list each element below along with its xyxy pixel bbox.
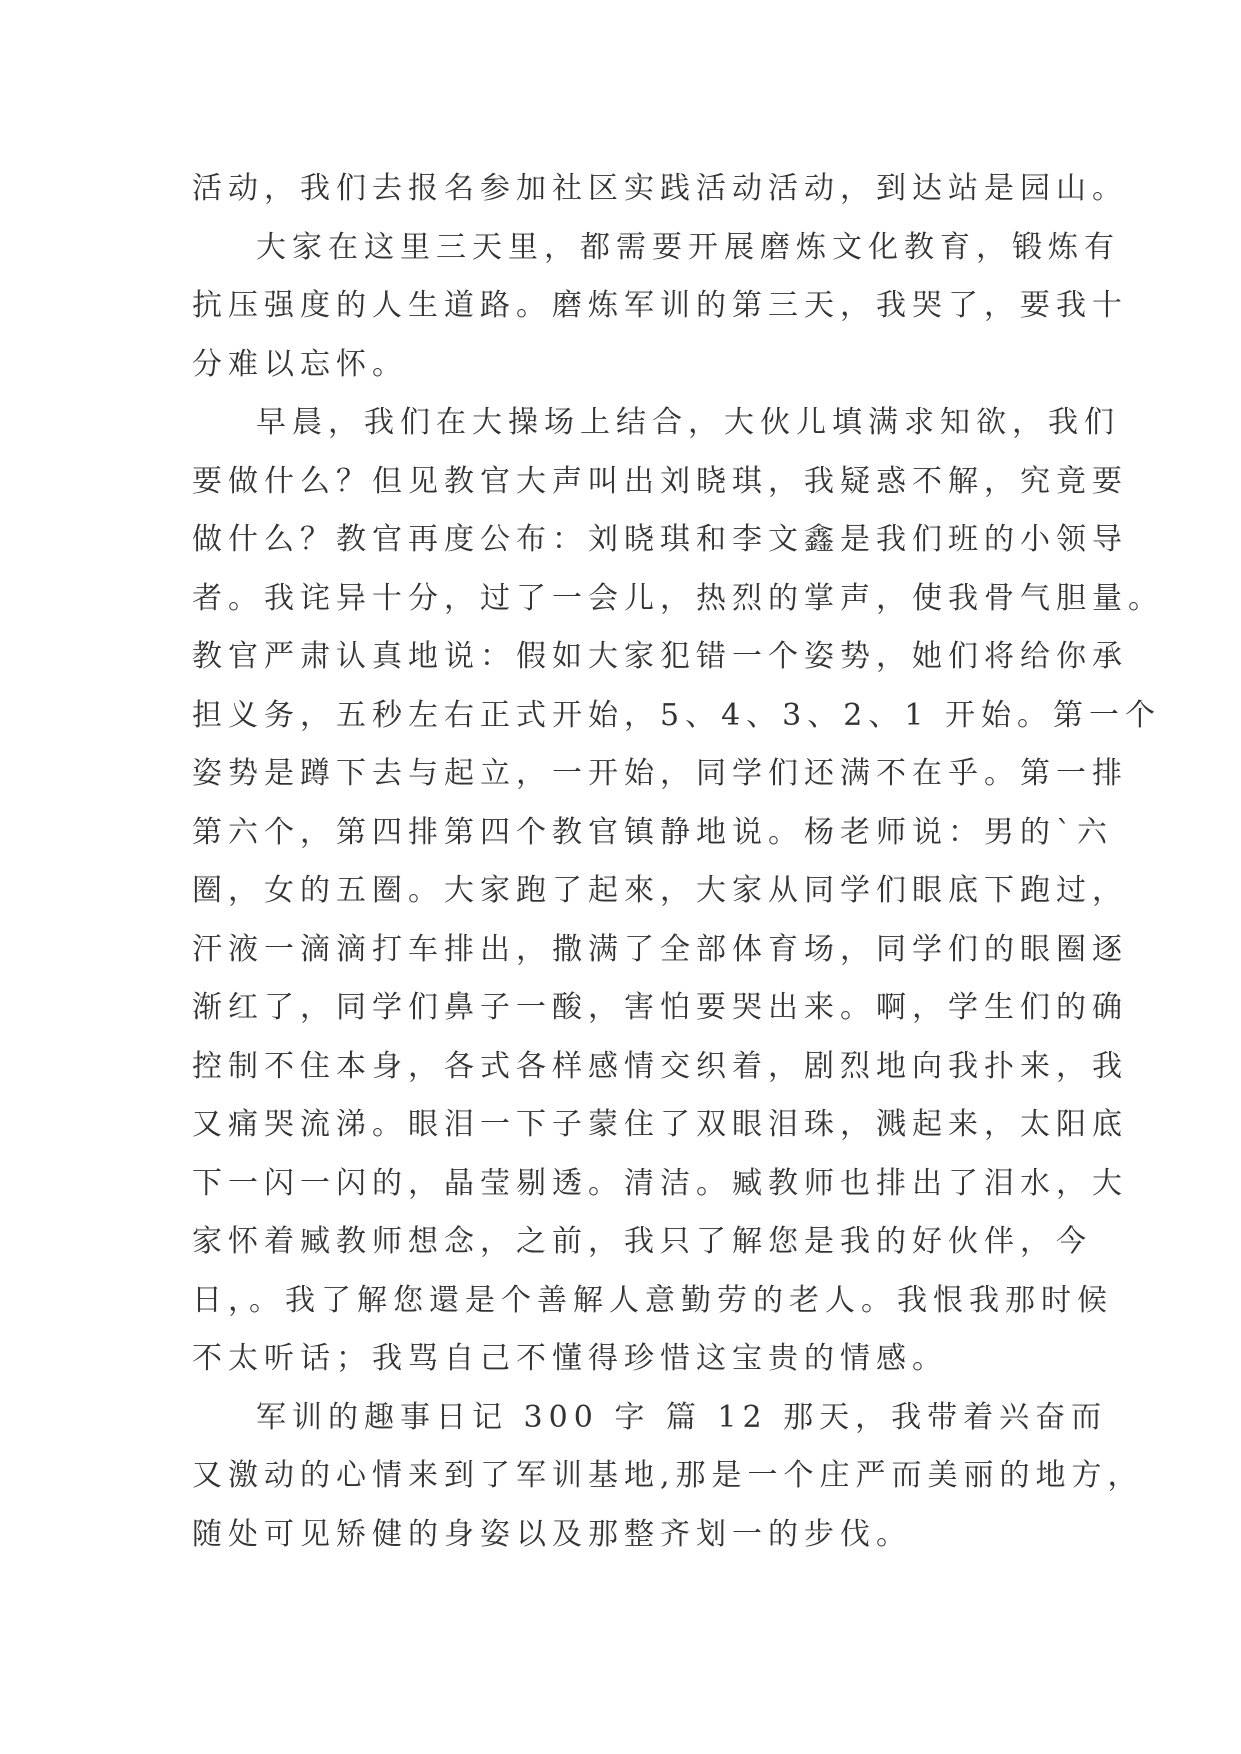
text-line: 分难以忘怀。 [192, 346, 408, 382]
text-line: 大家在这里三天里，都需要开展磨炼文化教育，锻炼有 [256, 229, 1120, 265]
text-line: 做什么？教官再度公布：刘晓琪和李文鑫是我们班的小领导 [192, 522, 1128, 557]
text-line: 姿势是蹲下去与起立，一开始，同学们还满不在乎。第一排 [192, 756, 1128, 791]
text-line: 圈，女的五圈。大家跑了起來，大家从同学们眼底下跑过， [192, 873, 1128, 908]
text-line: 要做什么？但见教官大声叫出刘晓琪，我疑惑不解，究竟要 [192, 463, 1128, 499]
text-line: 抗压强度的人生道路。磨炼军训的第三天，我哭了，要我十 [192, 288, 1128, 323]
text-line: 担义务，五秒左右正式开始，5、4、3、2、1 开始。第一个 [192, 697, 1161, 733]
text-line: 下一闪一闪的，晶莹剔透。清洁。臧教师也排出了泪水，大 [192, 1165, 1128, 1201]
text-line: 家怀着臧教师想念，之前，我只了解您是我的好伙伴，今 [192, 1224, 1092, 1259]
text-line: 控制不住本身，各式各样感情交织着，剧烈地向我扑来，我 [192, 1048, 1128, 1084]
text-line: 第六个，第四排第四个教官镇静地说。杨老师说：男的`六 [192, 814, 1113, 850]
text-line: 又痛哭流涕。眼泪一下子蒙住了双眼泪珠，溅起来，太阳底 [192, 1107, 1128, 1142]
text-line: 活动，我们去报名参加社区实践活动活动，到达站是园山。 [192, 171, 1128, 206]
text-line: 又激动的心情来到了军训基地,那是一个庄严而美丽的地方， [192, 1458, 1144, 1493]
text-line: 随处可见矫健的身姿以及那整齐划一的步伐。 [192, 1516, 912, 1552]
text-line: 渐红了，同学们鼻子一酸，害怕要哭出来。啊，学生们的确 [192, 990, 1128, 1025]
text-line: 教官严肃认真地说：假如大家犯错一个姿势，她们将给你承 [192, 639, 1128, 674]
text-line: 军训的趣事日记 300 字 篇 12 那天，我带着兴奋而 [256, 1399, 1108, 1435]
text-line: 不太听话；我骂自己不懂得珍惜这宝贵的情感。 [192, 1341, 948, 1376]
document-body [192, 160, 1164, 1564]
text-line: 者。我诧异十分，过了一会儿，热烈的掌声，使我骨气胆量。 [192, 580, 1164, 616]
text-line: 日，。我了解您還是个善解人意勤劳的老人。我恨我那时候 [192, 1282, 1113, 1318]
text-line: 早晨，我们在大操场上结合，大伙儿填满求知欲，我们 [256, 405, 1120, 440]
text-line: 汗液一滴滴打车排出，撒满了全部体育场，同学们的眼圈逐 [192, 931, 1128, 967]
